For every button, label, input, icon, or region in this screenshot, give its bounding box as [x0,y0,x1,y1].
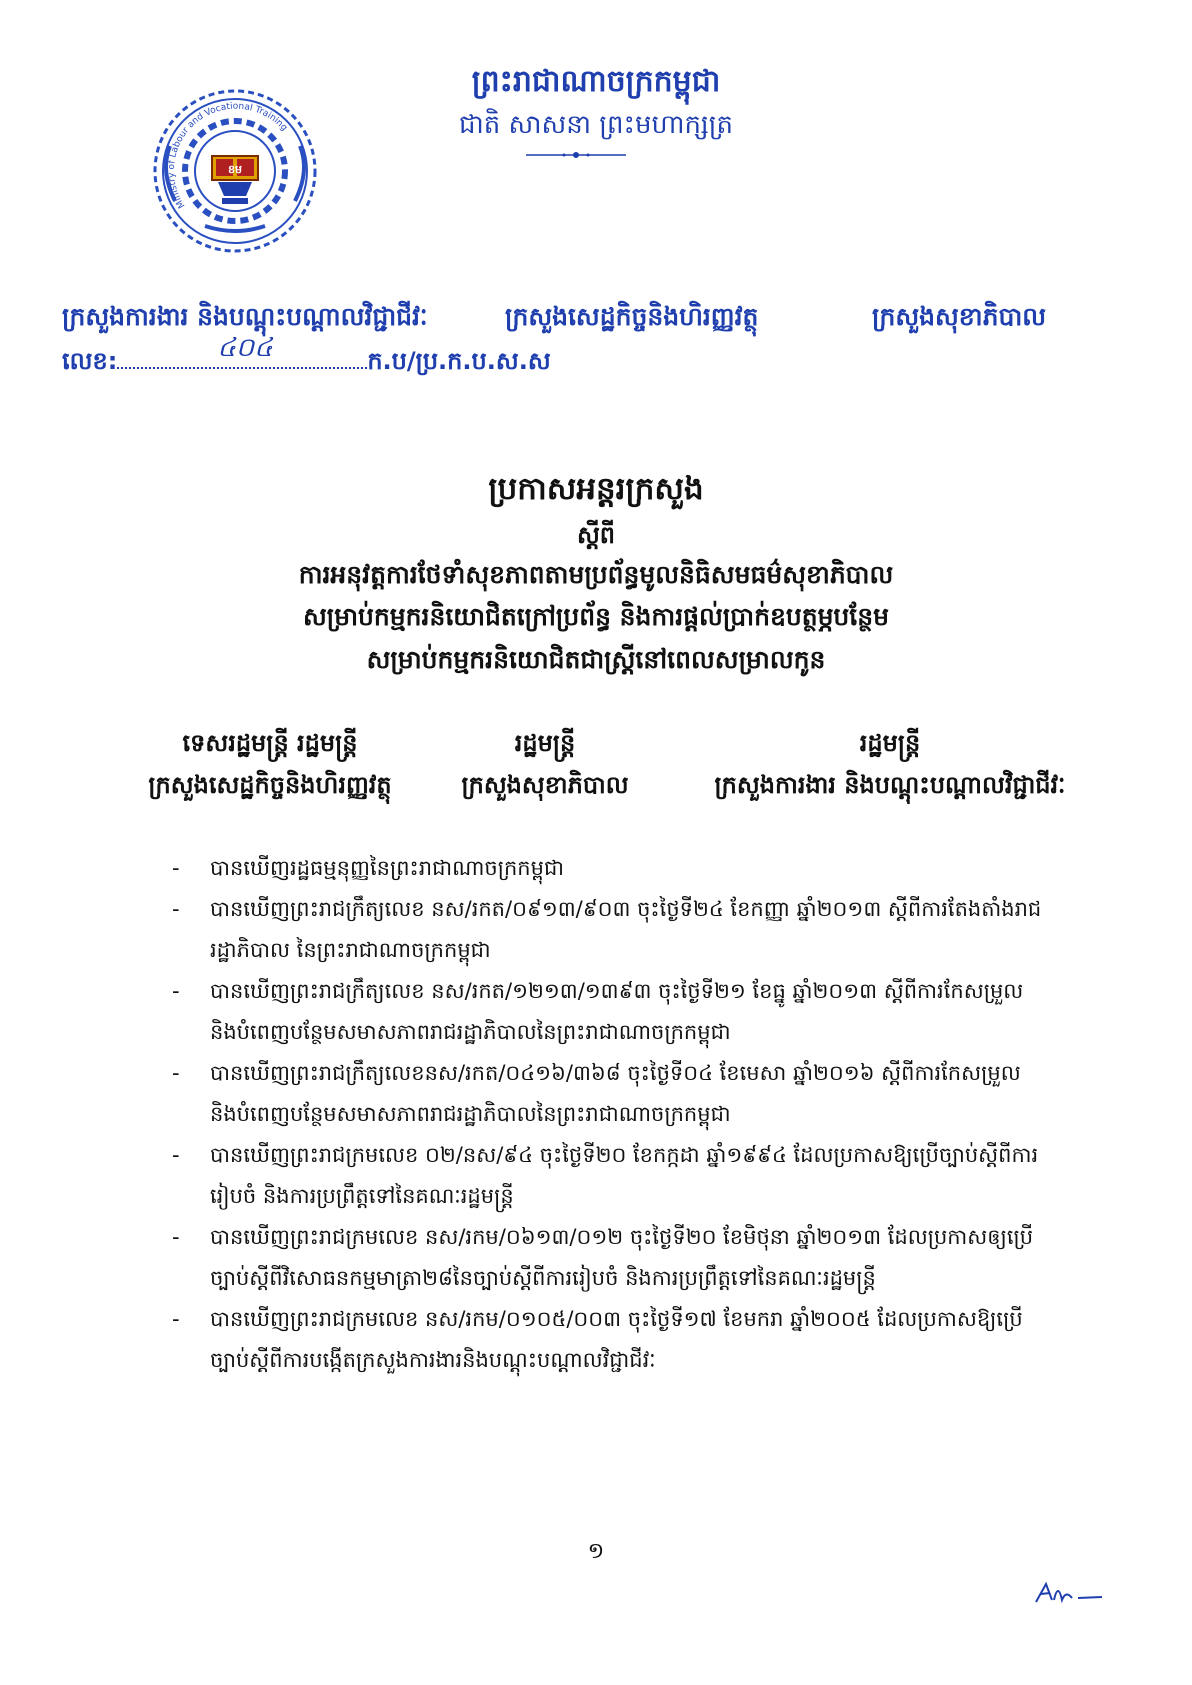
list-item: - បានឃើញរដ្ឋធម្មនុញ្ញនៃព្រះរាជាណាចក្រកម្ពុជា [172,848,1042,889]
list-item: - បានឃើញព្រះរាជក្រឹត្យលេខ នស/រកត/០៩១៣/៩០៣ ចុះថ្ងៃទី២៤ ខែកញ្ញា ឆ្នាំ២០១៣ ស្តីពីការតែងតាំងរាជរដ្ឋាភិបាល នៃព្រះរាជាណាចក្រកម្ពុជា [172,889,1042,971]
list-item: - បានឃើញព្រះរាជក្រមលេខ ០២/នស/៩៤ ចុះថ្ងៃទី២០ ខែកក្កដា ឆ្នាំ១៩៩៤ ដែលប្រកាសឱ្យប្រើច្បាប់ស្តីពីការរៀបចំ និងការប្រព្រឹត្តទៅនៃគណៈរដ្ឋមន្ត្រី [172,1135,1042,1217]
logo-inner-text: ខម [228,163,242,176]
ornament-divider [526,148,626,162]
signatory-ministry-labour: ក្រសួងការងារ និងបណ្តុះបណ្តាលវិជ្ជាជីវៈ [714,771,1066,799]
ministry-labour: ក្រសួងការងារ និងបណ្តុះបណ្តាលវិជ្ជាជីវៈ [62,302,428,331]
signatory-role-health: រដ្ឋមន្ត្រី [514,729,576,757]
page-number: ១ [587,1539,605,1564]
kingdom-heading: ព្រះរាជាណាចក្រកម្ពុជា [471,64,721,99]
subject-line-2: សម្រាប់កម្មករនិយោជិតក្រៅប្រព័ន្ធ និងការផ្តល់ប្រាក់ឧបត្ថម្ភបន្ថែម [303,602,889,631]
signatory-ministry-health: ក្រសួងសុខាភិបាល [461,771,629,799]
national-motto: ជាតិ សាសនា ព្រះមហាក្សត្រ [459,110,733,140]
title-about: ស្តីពី [576,521,616,549]
signatory-role-economy: ទេសរដ្ឋមន្ត្រី រដ្ឋមន្ត្រី [182,729,358,757]
preamble-list [172,848,1042,1381]
list-item: - បានឃើញព្រះរាជក្រឹត្យលេខ នស/រកត/១២១៣/១៣៩៣ ចុះថ្ងៃទី២១ ខែធ្នូ ឆ្នាំ២០១៣ ស្តីពីការកែសម្រួលនិងបំពេញបន្ថែមសមាសភាពរាជរដ្ឋាភិបាលនៃព្រះរាជាណាចក្រកម្ពុជា [172,971,1042,1053]
reference-number-line [62,333,551,381]
list-item: - បានឃើញព្រះរាជក្រឹត្យលេខនស/រកត/០៤១៦/៣៦៨ ចុះថ្ងៃទី០៤ ខែមេសា ឆ្នាំ២០១៦ ស្តីពីការកែសម្រួលនិងបំពេញបន្ថែមសមាសភាពរាជរដ្ឋាភិបាលនៃព្រះរាជាណាចក្រកម្ពុជា [172,1053,1042,1135]
signatory-role-labour: រដ្ឋមន្ត្រី [859,729,921,757]
logo-arc-text: Ministry of Labour and Vocational Training [166,101,289,210]
reference-label: លេខ: [62,347,118,375]
reference-dotted-field [117,333,367,369]
reference-handwritten-number: ៤០៤ [217,333,273,363]
document-title: ប្រកាសអន្តរក្រសួង [488,471,704,507]
list-item: - បានឃើញព្រះរាជក្រមលេខ នស/រកម/០៦១៣/០១២ ចុះថ្ងៃទី២០ ខែមិថុនា ឆ្នាំ២០១៣ ដែលប្រកាសឲ្យប្រើច្បាប់ស្តីពីវិសោធនកម្មមាត្រា២៨នៃច្បាប់ស្តីពីការរៀបចំ និងការប្រព្រឹត្តទៅនៃគណៈរដ្ឋមន្ត្រី [172,1217,1042,1299]
reference-suffix: ក.ប/ប្រ.ក.ប.ស.ស [367,347,551,375]
list-item: - បានឃើញព្រះរាជក្រមលេខ នស/រកម/០១០៥/០០៣ ចុះថ្ងៃទី១៧ ខែមករា ឆ្នាំ២០០៥ ដែលប្រកាសឱ្យប្រើច្បាប់ស្តីពីការបង្កើតក្រសួងការងារនិងបណ្តុះបណ្តាលវិជ្ជាជីវៈ [172,1299,1042,1381]
ministry-logo-seal [150,86,320,256]
subject-line-1: ការអនុវត្តការថែទាំសុខភាពតាមប្រព័ន្ធមូលនិធិសមធម៌សុខាភិបាល [298,560,894,589]
ministry-economy-finance: ក្រសួងសេដ្ឋកិច្ចនិងហិរញ្ញវត្ថុ [505,302,759,331]
signatory-ministry-economy: ក្រសួងសេដ្ឋកិច្ចនិងហិរញ្ញវត្ថុ [148,771,392,799]
ministry-health: ក្រសួងសុខាភិបាល [872,302,1047,331]
handwritten-initials [1032,1578,1112,1608]
subject-line-3: សម្រាប់កម្មករនិយោជិតជាស្ត្រីនៅពេលសម្រាលកូន [366,645,826,674]
